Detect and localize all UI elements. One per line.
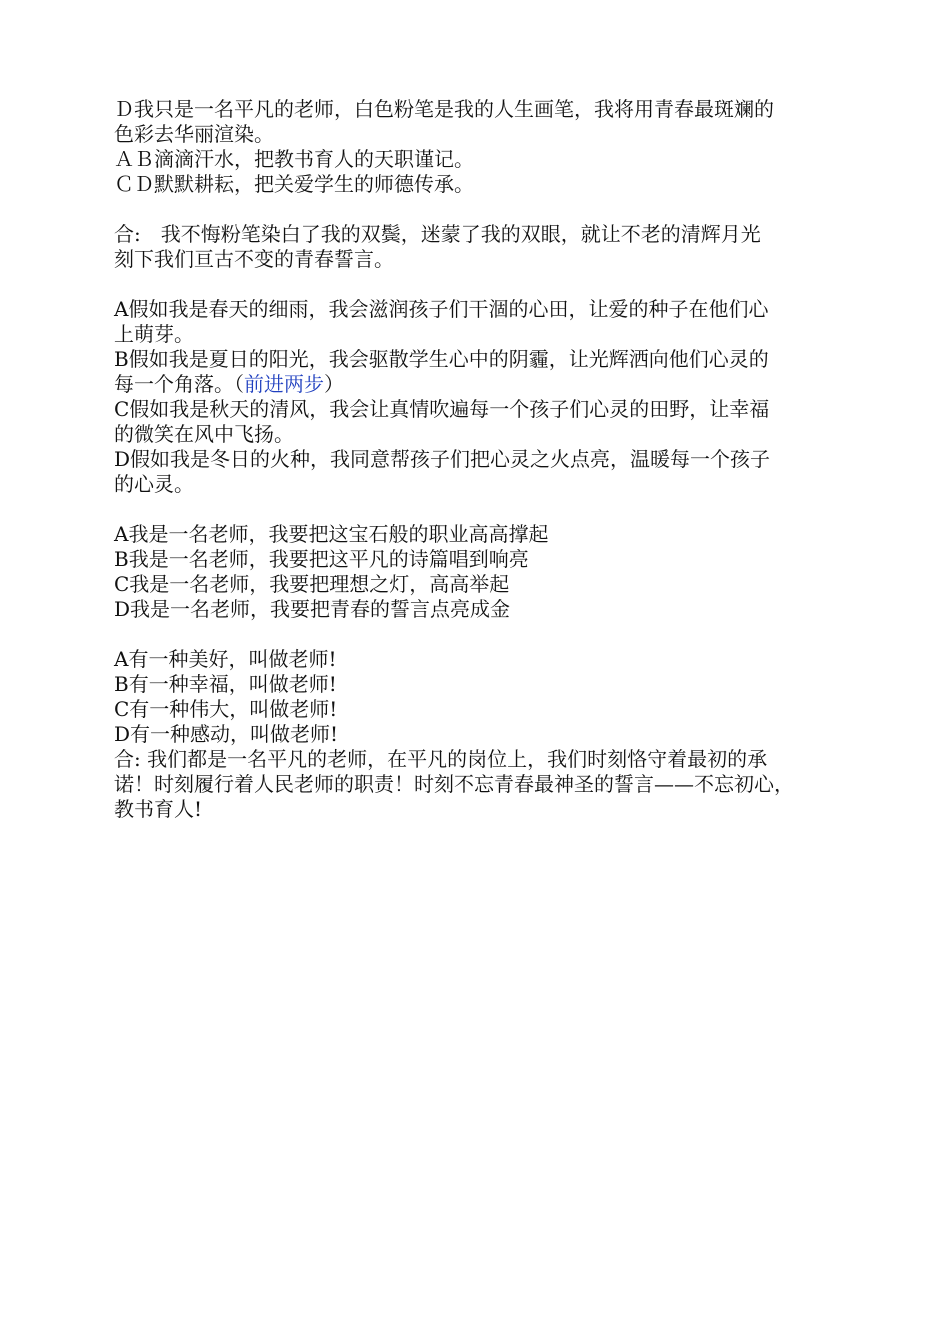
paragraph-ab	[114, 147, 874, 172]
text-line: 的微笑在风中飞扬。	[114, 422, 294, 446]
text-line: 刻下我们亘古不变的青春誓言。	[114, 247, 394, 271]
text-line: A有一种美好，叫做老师!	[114, 647, 337, 671]
text-line: 合: 我不悔粉笔染白了我的双鬓，迷蒙了我的双眼，就让不老的清辉月光	[114, 222, 761, 246]
blank-line	[114, 622, 874, 647]
paragraph-teacher-a	[114, 522, 874, 547]
text-fragment: ）	[324, 372, 344, 396]
text-line: C假如我是秋天的清风，我会让真情吹遍每一个孩子们心灵的田野，让幸福	[114, 397, 770, 421]
paragraph-c-autumn	[114, 397, 874, 447]
blank-line	[114, 497, 874, 522]
document-page	[114, 97, 874, 822]
text-line: 的心灵。	[114, 472, 194, 496]
text-fragment: 每一个角落。（	[114, 372, 244, 396]
paragraph-chorus-final	[114, 747, 874, 822]
blank-line	[114, 197, 874, 222]
text-line: B有一种幸福，叫做老师!	[114, 672, 337, 696]
paragraph-d-chalk	[114, 97, 874, 147]
text-line: A我是一名老师，我要把这宝石般的职业高高撑起	[114, 522, 549, 546]
text-line: D有一种感动，叫做老师!	[114, 722, 339, 746]
text-line: A假如我是春天的细雨，我会滋润孩子们干涸的心田，让爱的种子在他们心	[114, 297, 769, 321]
text-line: 诺！时刻履行着人民老师的职责！时刻不忘青春最神圣的誓言——不忘初心，	[114, 772, 794, 796]
paragraph-teacher-c	[114, 572, 874, 597]
text-line: D我是一名老师，我要把青春的誓言点亮成金	[114, 597, 511, 621]
paragraph-d-winter	[114, 447, 874, 497]
paragraph-kind-a	[114, 647, 874, 672]
text-line: ＣＤ默默耕耘，把关爱学生的师德传承。	[114, 172, 474, 196]
paragraph-a-spring	[114, 297, 874, 347]
text-line: B假如我是夏日的阳光，我会驱散学生心中的阴霾，让光辉洒向他们心灵的	[114, 347, 769, 371]
text-line: 教书育人!	[114, 797, 203, 821]
text-line: ＡＢ滴滴汗水，把教书育人的天职谨记。	[114, 147, 474, 171]
paragraph-teacher-b	[114, 547, 874, 572]
paragraph-kind-b	[114, 672, 874, 697]
paragraph-cd	[114, 172, 874, 197]
paragraph-kind-d	[114, 722, 874, 747]
paragraph-teacher-d	[114, 597, 874, 622]
text-line: D假如我是冬日的火种，我同意帮孩子们把心灵之火点亮，温暖每一个孩子	[114, 447, 771, 471]
blank-line	[114, 272, 874, 297]
text-line: Ｄ我只是一名平凡的老师，白色粉笔是我的人生画笔，我将用青春最斑斓的	[114, 97, 774, 121]
text-line: C有一种伟大，叫做老师!	[114, 697, 338, 721]
paragraph-kind-c	[114, 697, 874, 722]
text-line: 色彩去华丽渲染。	[114, 122, 274, 146]
paragraph-chorus-1	[114, 222, 874, 272]
text-line: B我是一名老师，我要把这平凡的诗篇唱到响亮	[114, 547, 529, 571]
stage-direction-link[interactable]: 前进两步	[244, 372, 324, 396]
text-line: 上萌芽。	[114, 322, 194, 346]
paragraph-b-summer	[114, 347, 874, 397]
text-line: C我是一名老师，我要把理想之灯，高高举起	[114, 572, 510, 596]
text-line: 合: 我们都是一名平凡的老师，在平凡的岗位上，我们时刻恪守着最初的承	[114, 747, 768, 771]
text-line	[114, 372, 874, 397]
